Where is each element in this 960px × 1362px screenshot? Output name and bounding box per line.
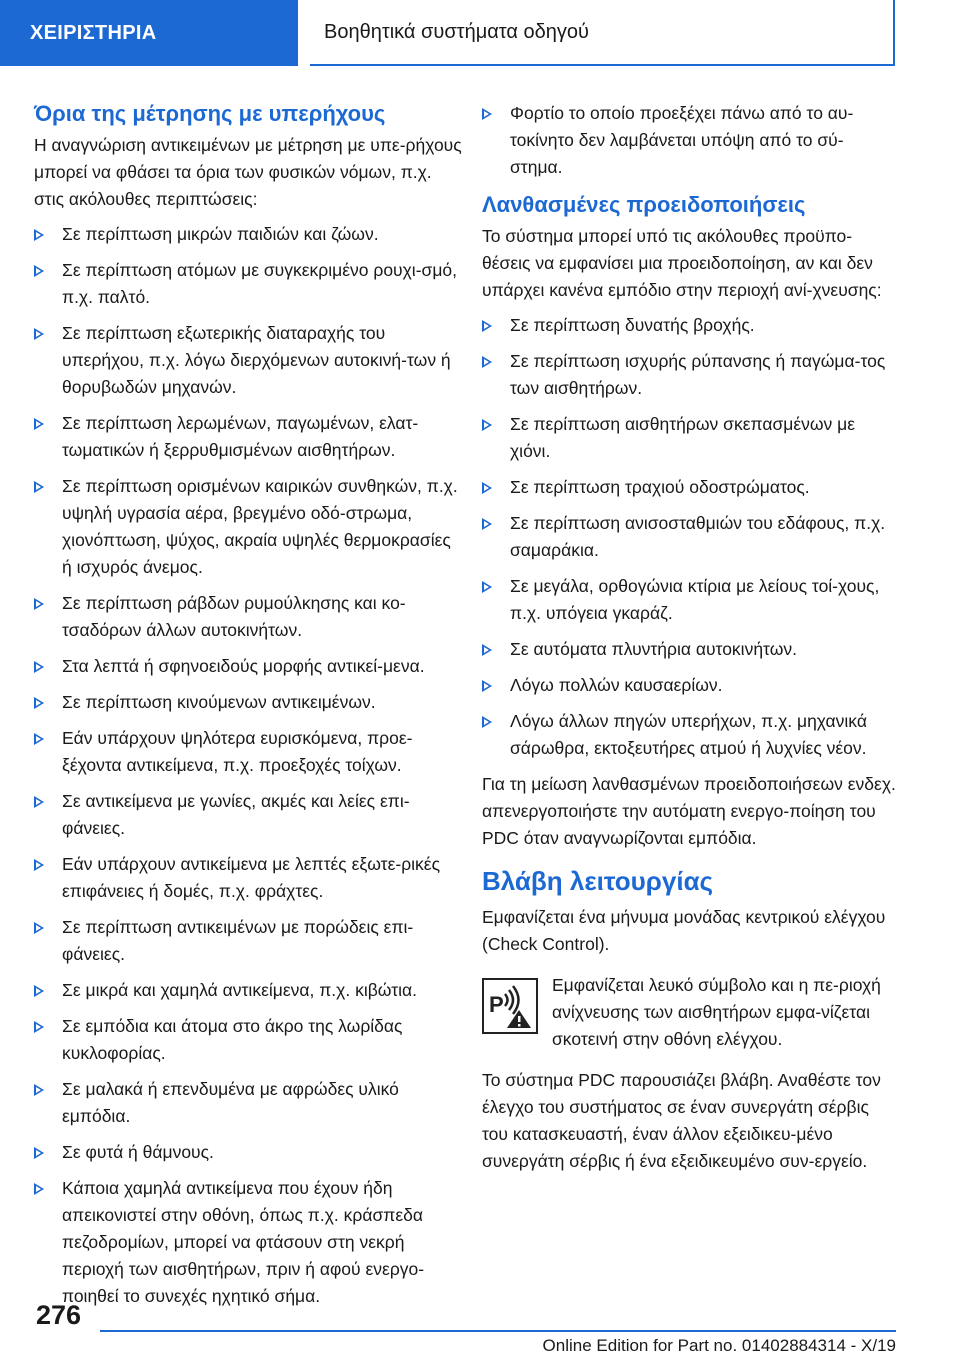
chapter-title: Βοηθητικά συστήματα οδηγού (310, 0, 895, 66)
list-item (34, 1139, 464, 1166)
triangle-bullet-icon (34, 1021, 44, 1033)
pdc-warning-icon (482, 978, 538, 1034)
list-item (34, 977, 464, 1004)
list-item (482, 474, 896, 501)
triangle-bullet-icon (482, 320, 492, 332)
malfunction-intro: Εμφανίζεται ένα μήνυμα μονάδας κεντρικού ελέγχου (Check Control). (482, 907, 886, 954)
malfunction-symbol-text: Εμφανίζεται λευκό σύμβολο και η πε-ριοχή ανίχνευσης των αισθητήρων εμφα-νίζεται σκοτεινή στην οθόνη ελέγχου. (552, 975, 881, 1049)
list-item (482, 573, 896, 627)
right-column (482, 100, 896, 1175)
list-item-text: Σε περίπτωση εξωτερικής διαταραχής του υπερήχου, π.χ. λόγω διερχόμενων αυτοκινή-των ή θορυβωδών μηχανών. (62, 323, 451, 397)
list-item (34, 1013, 464, 1067)
triangle-bullet-icon (34, 733, 44, 745)
triangle-bullet-icon (482, 680, 492, 692)
list-item-text: Σε εμπόδια και άτομα στο άκρο της λωρίδας κυκλοφορίας. (62, 1016, 403, 1063)
list-item-text: Σε μαλακά ή επενδυμένα με αφρώδες υλικό εμπόδια. (62, 1079, 399, 1126)
list-item-text: Λόγω πολλών καυσαερίων. (510, 675, 723, 695)
list-item-text: Σε αντικείμενα με γωνίες, ακμές και λείες επι-φάνειες. (62, 791, 410, 838)
list-item (482, 348, 896, 402)
triangle-bullet-icon (34, 697, 44, 709)
list-item-text: Σε μεγάλα, ορθογώνια κτίρια με λείους τοί-χους, π.χ. υπόγεια γκαράζ. (510, 576, 880, 623)
list-item-text: Σε αυτόματα πλυντήρια αυτοκινήτων. (510, 639, 797, 659)
triangle-bullet-icon (34, 229, 44, 241)
list-item (34, 725, 464, 779)
triangle-bullet-icon (34, 1084, 44, 1096)
list-item (34, 320, 464, 401)
false-warnings-intro: Το σύστημα μπορεί υπό τις ακόλουθες προϋπο-θέσεις να εμφανίσει μια προειδοποίηση, αν και δεν υπάρχει κανένα εμπόδιο στην περιοχή ανί-χνευσης: (482, 226, 882, 300)
triangle-bullet-icon (34, 1183, 44, 1195)
cargo-list (482, 100, 896, 181)
triangle-bullet-icon (482, 108, 492, 120)
list-item (482, 510, 896, 564)
list-item (34, 788, 464, 842)
list-item (34, 1076, 464, 1130)
list-item (482, 100, 896, 181)
list-item-text: Εάν υπάρχουν αντικείμενα με λεπτές εξωτε-ρικές επιφάνειες ή δομές, π.χ. φράχτες. (62, 854, 441, 901)
triangle-bullet-icon (482, 356, 492, 368)
false-warnings-heading: Λανθασμένες προειδοποιήσεις (482, 192, 806, 217)
list-item-text: Λόγω άλλων πηγών υπερήχων, π.χ. μηχανικά σάρωθρα, εκτοξευτήρες ατμού ή λυχνίες νέον. (510, 711, 867, 758)
list-item (482, 672, 896, 699)
triangle-bullet-icon (34, 1147, 44, 1159)
triangle-bullet-icon (482, 644, 492, 656)
triangle-bullet-icon (34, 265, 44, 277)
triangle-bullet-icon (34, 598, 44, 610)
list-item-text: Σε φυτά ή θάμνους. (62, 1142, 214, 1162)
triangle-bullet-icon (482, 518, 492, 530)
malfunction-symbol-row (482, 972, 896, 1053)
triangle-bullet-icon (34, 859, 44, 871)
list-item-text: Σε περίπτωση ορισμένων καιρικών συνθηκών, π.χ. υψηλή υγρασία αέρα, βρεγμένο οδό-στρωμα, χιονόπτωση, ψύχος, ακραία υψηλές θερμοκρασίες ή ισχυρός άνεμος. (62, 476, 458, 577)
list-item (482, 411, 896, 465)
page-number: 276 (36, 1300, 82, 1330)
ultrasonic-limits-intro: Η αναγνώριση αντικειμένων με μέτρηση με υπε-ρήχους μπορεί να φθάσει τα όρια των φυσικών νόμων, π.χ. στις ακόλουθες περιπτώσεις: (34, 135, 462, 209)
triangle-bullet-icon (34, 661, 44, 673)
triangle-bullet-icon (34, 796, 44, 808)
list-item (482, 312, 896, 339)
triangle-bullet-icon (482, 716, 492, 728)
triangle-bullet-icon (482, 581, 492, 593)
footer-divider (100, 1330, 896, 1332)
list-item-text: Σε περίπτωση λερωμένων, παγωμένων, ελατ-τωματικών ή ξερρυθμισμένων αισθητήρων. (62, 413, 419, 460)
list-item (34, 473, 464, 581)
false-warnings-outro: Για τη μείωση λανθασμένων προειδοποιήσεων ενδεχ. απενεργοποιήστε την αυτόματη ενεργο-ποίηση του PDC όταν αναγνωρίζονται εμπόδια. (482, 774, 896, 848)
triangle-bullet-icon (482, 419, 492, 431)
list-item (34, 221, 464, 248)
malfunction-outro: Το σύστημα PDC παρουσιάζει βλάβη. Αναθέστε τον έλεγχο του συστήματος σε έναν συνεργάτη σέρβις του κατασκευαστή, έναν άλλον εξειδικευ-μένο συνεργάτη σέρβις ή ένα εξειδικευμένο συν-εργείο. (482, 1070, 881, 1171)
list-item-text: Σε περίπτωση μικρών παιδιών και ζώων. (62, 224, 379, 244)
ultrasonic-limits-heading: Όρια της μέτρησης με υπερήχους (34, 101, 386, 126)
list-item-text: Σε περίπτωση αισθητήρων σκεπασμένων με χιόνι. (510, 414, 856, 461)
list-item-text: Σε περίπτωση ράβδων ρυμούλκησης και κο-τσαδόρων άλλων αυτοκινήτων. (62, 593, 406, 640)
ultrasonic-limits-list (34, 221, 464, 1310)
list-item-text: Σε περίπτωση δυνατής βροχής. (510, 315, 755, 335)
list-item-text: Σε περίπτωση ατόμων με συγκεκριμένο ρουχι-σμό, π.χ. παλτό. (62, 260, 457, 307)
false-warnings-list (482, 312, 896, 762)
list-item (34, 590, 464, 644)
list-item (34, 410, 464, 464)
triangle-bullet-icon (34, 418, 44, 430)
list-item-text: Φορτίο το οποίο προεξέχει πάνω από το αυ-τοκίνητο δεν λαμβάνεται υπόψη από το σύ-στημα. (510, 103, 854, 177)
list-item (34, 1175, 464, 1310)
list-item-text: Σε μικρά και χαμηλά αντικείμενα, π.χ. κιβώτια. (62, 980, 417, 1000)
list-item-text: Σε περίπτωση αντικειμένων με πορώδεις επι-φάνειες. (62, 917, 414, 964)
triangle-bullet-icon (34, 328, 44, 340)
triangle-bullet-icon (34, 985, 44, 997)
list-item (34, 653, 464, 680)
list-item (482, 708, 896, 762)
svg-text:P: P (489, 992, 504, 1017)
section-tab: ΧΕΙΡΙΣΤΗΡΙΑ (0, 0, 298, 66)
list-item (482, 636, 896, 663)
list-item-text: Εάν υπάρχουν ψηλότερα ευρισκόμενα, προε-ξέχοντα αντικείμενα, π.χ. προεξοχές τοίχων. (62, 728, 413, 775)
triangle-bullet-icon (34, 922, 44, 934)
list-item-text: Σε περίπτωση ισχυρής ρύπανσης ή παγώμα-τος των αισθητήρων. (510, 351, 886, 398)
list-item (34, 914, 464, 968)
list-item (34, 851, 464, 905)
list-item (34, 257, 464, 311)
list-item-text: Σε περίπτωση τραχιού οδοστρώματος. (510, 477, 810, 497)
list-item (34, 689, 464, 716)
list-item-text: Σε περίπτωση κινούμενων αντικειμένων. (62, 692, 376, 712)
malfunction-heading: Βλάβη λειτουργίας (482, 866, 714, 896)
list-item-text: Κάποια χαμηλά αντικείμενα που έχουν ήδη απεικονιστεί στην οθόνη, όπως π.χ. κράσπεδα πεζοδρομίων, μπορεί να φτάσουν στη νεκρή περιοχή των αισθητήρων, πριν ή αφού ενεργο-ποιηθεί το συνεχές ηχητικό σήμα. (62, 1178, 425, 1306)
edition-note: Online Edition for Part no. 01402884314 - X/19 (542, 1336, 896, 1355)
list-item-text: Στα λεπτά ή σφηνοειδούς μορφής αντικεί-μενα. (62, 656, 425, 676)
left-column (34, 100, 464, 1319)
triangle-bullet-icon (34, 481, 44, 493)
list-item-text: Σε περίπτωση ανισοσταθμιών του εδάφους, π.χ. σαμαράκια. (510, 513, 886, 560)
triangle-bullet-icon (482, 482, 492, 494)
